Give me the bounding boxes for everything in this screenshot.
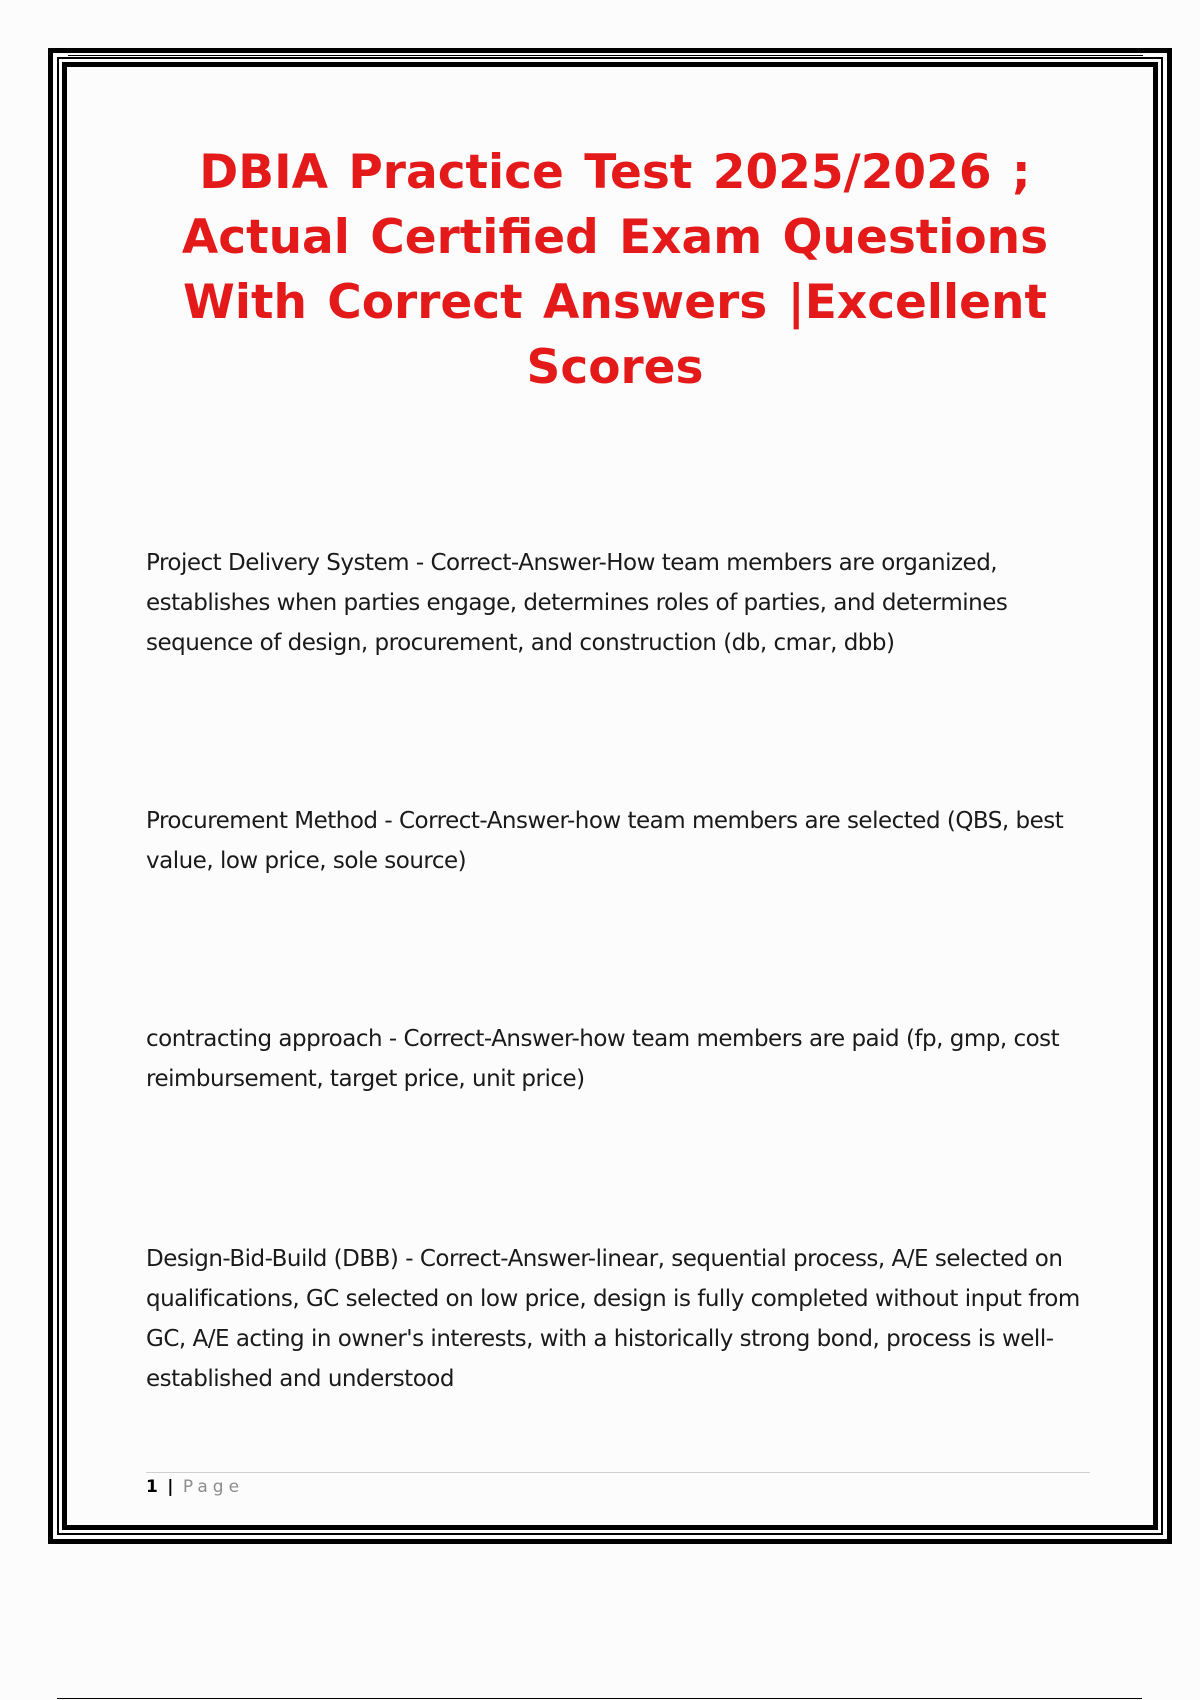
bottom-divider bbox=[57, 1698, 1142, 1699]
qa-item-project-delivery-system: Project Delivery System - Correct-Answer-How team members are organized, establishes when parties engage, determines roles of parties, and determines sequence of design, procurement, and construction (db, cmar, dbb) bbox=[146, 550, 1008, 656]
page-footer bbox=[146, 1475, 244, 1499]
page-label: Page bbox=[182, 1477, 245, 1497]
qa-item-procurement-method: Procurement Method - Correct-Answer-how team members are selected (QBS, best value, low price, sole source) bbox=[146, 808, 1064, 874]
qa-item-design-bid-build: Design-Bid-Build (DBB) - Correct-Answer-linear, sequential process, A/E selected on qualifications, GC selected on low price, design is fully completed without input from GC, A/E acting in owner's interests, with a historically strong bond, process is well-established and understood bbox=[146, 1246, 1080, 1392]
page-separator: | bbox=[167, 1477, 174, 1497]
top-divider bbox=[68, 55, 1143, 56]
footer-divider bbox=[146, 1472, 1090, 1473]
page-number: 1 bbox=[146, 1477, 158, 1497]
document-title: DBIA Practice Test 2025/2026 ; Actual Certified Exam Questions With Correct Answers |Excellent Scores bbox=[181, 145, 1049, 395]
qa-item-contracting-approach: contracting approach - Correct-Answer-how team members are paid (fp, gmp, cost reimbursement, target price, unit price) bbox=[146, 1026, 1060, 1092]
